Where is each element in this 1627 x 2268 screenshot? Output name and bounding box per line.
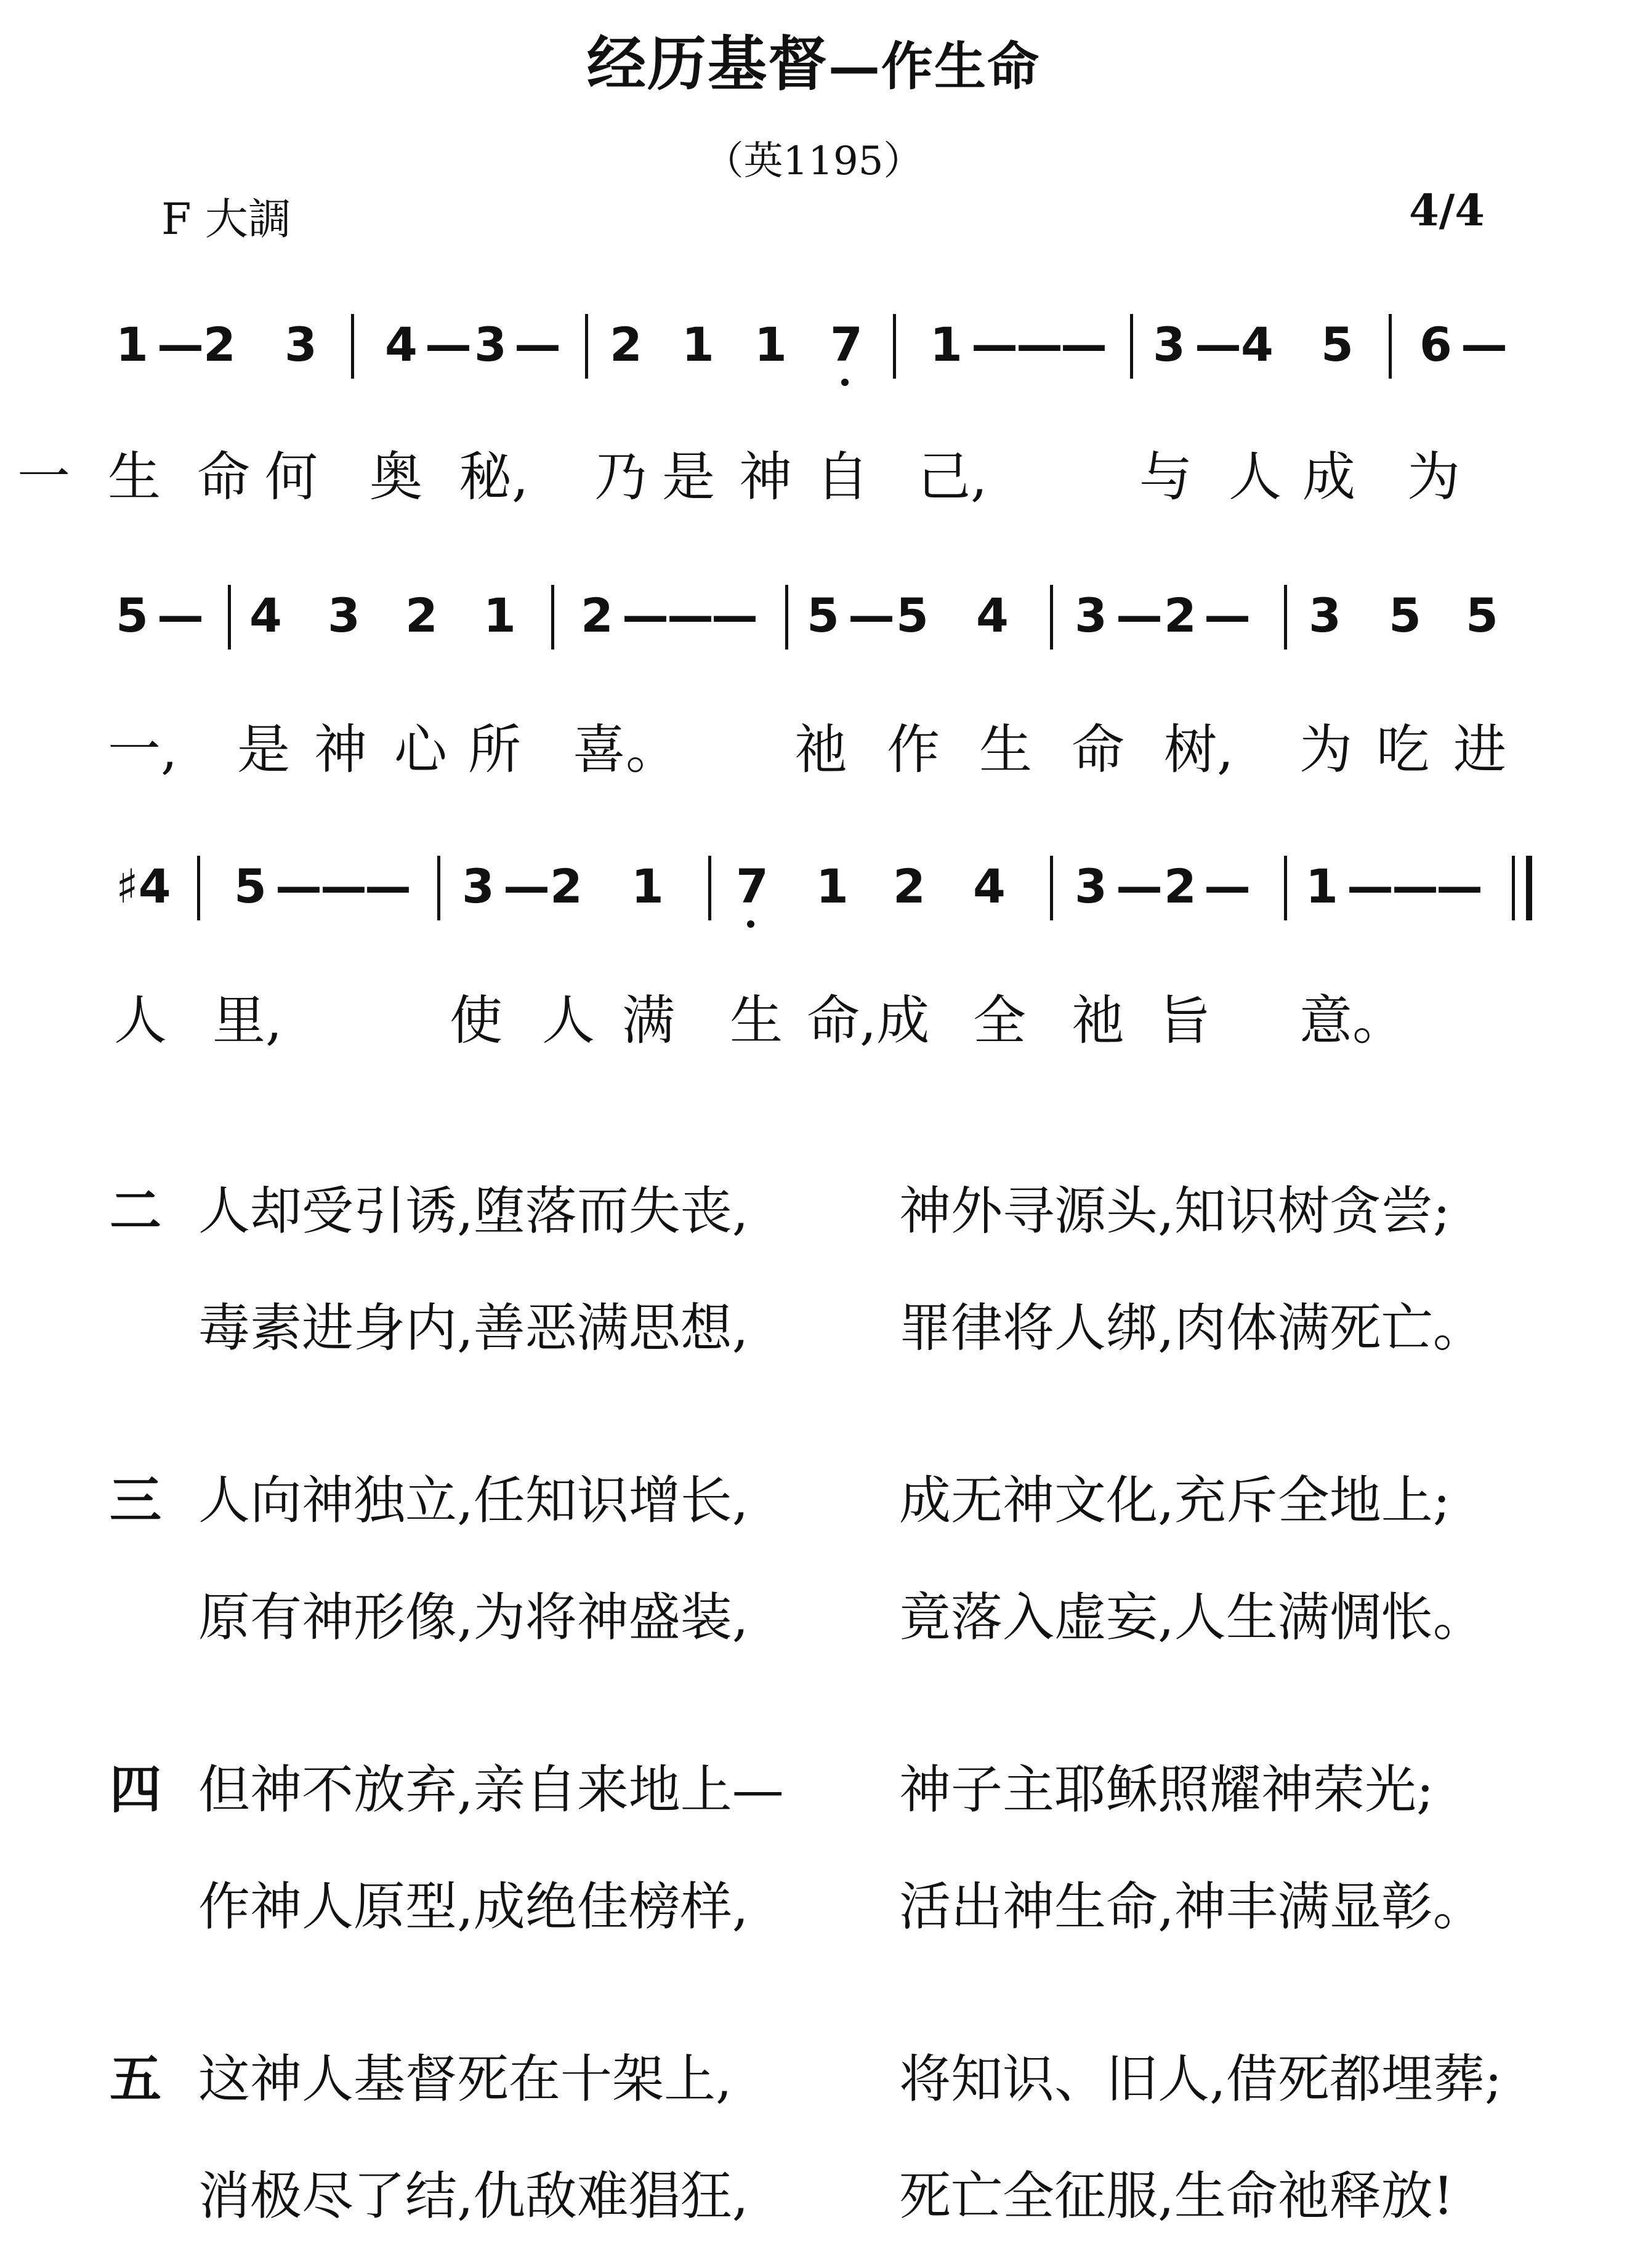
note: 6 bbox=[1419, 317, 1452, 372]
note: 1 bbox=[116, 317, 148, 372]
lyric-syllable: 是 bbox=[662, 446, 715, 508]
verse-line: 作神人原型,成绝佳榜样, bbox=[198, 1876, 749, 1937]
bar-line bbox=[437, 856, 440, 920]
note: 2 bbox=[550, 859, 583, 914]
lyric-syllable: 与 bbox=[1139, 446, 1192, 508]
note-dash: — bbox=[1392, 859, 1439, 914]
lyric-syllable: 秘, bbox=[459, 446, 529, 508]
bar-line bbox=[197, 856, 200, 920]
lyric-syllable: 为 bbox=[1299, 719, 1352, 781]
note-dash: — bbox=[1204, 588, 1251, 643]
note-dash: — bbox=[711, 588, 758, 643]
lower-octave-dot bbox=[747, 920, 754, 928]
note: 2 bbox=[1164, 859, 1197, 914]
catalog-number: （英1195） bbox=[704, 139, 923, 184]
bar-line bbox=[785, 585, 788, 649]
note-dash: — bbox=[1116, 588, 1163, 643]
note-dash: — bbox=[1116, 859, 1163, 914]
lyric-syllable: 命,成 bbox=[807, 990, 930, 1052]
note-dash: — bbox=[622, 588, 669, 643]
note-dash: — bbox=[971, 317, 1018, 372]
lyric-syllable: 一 bbox=[17, 446, 70, 508]
note-dash: — bbox=[365, 859, 411, 914]
note: 7 bbox=[830, 317, 863, 372]
note-dash: — bbox=[425, 317, 472, 372]
note: 1 bbox=[754, 317, 787, 372]
note: 3 bbox=[1309, 588, 1341, 643]
lyric-syllable: 树, bbox=[1164, 719, 1234, 781]
lyric-syllable: 成 bbox=[1302, 446, 1355, 508]
note: 5 bbox=[234, 859, 267, 914]
verse-line: 消极尽了结,仇敌难猖狂, bbox=[198, 2166, 749, 2226]
note: 1 bbox=[483, 588, 516, 643]
verse-line: 但神不放弃,亲自来地上— bbox=[198, 1759, 784, 1820]
lyric-syllable: 神 bbox=[314, 719, 367, 781]
lyric-syllable: 旨 bbox=[1158, 990, 1211, 1052]
lyric-syllable: 何 bbox=[265, 446, 318, 508]
lyric-syllable: 里, bbox=[212, 990, 283, 1052]
verse-line: 神子主耶稣照耀神荣光; bbox=[899, 1759, 1434, 1820]
title-dash: — bbox=[828, 36, 881, 97]
final-bar-line bbox=[1526, 856, 1532, 920]
note: 2 bbox=[893, 859, 926, 914]
bar-line bbox=[551, 585, 554, 649]
key-signature: F 大調 bbox=[161, 194, 291, 244]
note-dash: — bbox=[1347, 859, 1394, 914]
note-dash: — bbox=[1195, 317, 1241, 372]
note: 2 bbox=[610, 317, 642, 372]
note: 3 bbox=[1153, 317, 1185, 372]
lyric-syllable: 满 bbox=[622, 990, 675, 1052]
note-dash: — bbox=[157, 317, 204, 372]
verse-line: 这神人基督死在十架上, bbox=[198, 2049, 732, 2109]
lyric-syllable: 使 bbox=[450, 990, 503, 1052]
bar-line bbox=[585, 314, 588, 379]
verse-line: 人向神独立,任知识增长, bbox=[198, 1470, 749, 1530]
note: 2 bbox=[203, 317, 236, 372]
lyric-syllable: 生 bbox=[108, 446, 161, 508]
bar-line bbox=[228, 585, 231, 649]
bar-line bbox=[351, 314, 354, 379]
verse-line: 将知识、旧人,借死都埋葬; bbox=[899, 2049, 1503, 2109]
lyric-syllable: 乃 bbox=[594, 446, 647, 508]
note-dash: — bbox=[667, 588, 714, 643]
verse-number: 五 bbox=[110, 2048, 162, 2109]
time-signature: 4/4 bbox=[1409, 185, 1485, 236]
note: 4 bbox=[249, 588, 282, 643]
bar-line bbox=[1389, 314, 1392, 379]
note-dash: — bbox=[1461, 317, 1508, 372]
bar-line bbox=[708, 856, 711, 920]
bar-line bbox=[1284, 585, 1287, 649]
lyric-syllable: 祂 bbox=[1072, 990, 1124, 1052]
verse-number: 四 bbox=[110, 1759, 162, 1820]
verse-number: 二 bbox=[110, 1180, 162, 1241]
lyric-syllable: 所 bbox=[468, 719, 521, 781]
lyric-syllable: 生 bbox=[979, 719, 1032, 781]
verse-line: 死亡全征服,生命祂释放! bbox=[899, 2166, 1454, 2226]
note-dash: — bbox=[1436, 859, 1483, 914]
note: 4 bbox=[1241, 317, 1274, 372]
note: 1 bbox=[631, 859, 664, 914]
lyric-syllable: 作 bbox=[887, 719, 940, 781]
final-bar-line bbox=[1512, 856, 1515, 920]
note: 5 bbox=[896, 588, 929, 643]
note: 3 bbox=[328, 588, 360, 643]
note: 5 bbox=[1466, 588, 1498, 643]
lyric-syllable: 是 bbox=[237, 719, 290, 781]
lyric-syllable: 人 bbox=[1229, 446, 1282, 508]
note: 2 bbox=[405, 588, 438, 643]
lyric-syllable: 喜。 bbox=[573, 719, 679, 781]
lyric-syllable: 意。 bbox=[1299, 990, 1405, 1052]
note-dash: — bbox=[1060, 317, 1107, 372]
note: 5 bbox=[116, 588, 148, 643]
note: 5 bbox=[1389, 588, 1421, 643]
note: 1 bbox=[816, 859, 849, 914]
lyric-syllable: 为 bbox=[1407, 446, 1460, 508]
verse-line: 罪律将人绑,肉体满死亡。 bbox=[899, 1298, 1485, 1358]
note-dash: — bbox=[157, 588, 204, 643]
note: 7 bbox=[736, 859, 769, 914]
verse-line: 毒素进身内,善恶满思想, bbox=[198, 1298, 749, 1358]
note-dash: — bbox=[320, 859, 367, 914]
lyric-syllable: 命 bbox=[197, 446, 250, 508]
note: 3 bbox=[474, 317, 507, 372]
verse-line: 成无神文化,充斥全地上; bbox=[899, 1470, 1451, 1530]
title-main: 经历基督 bbox=[586, 29, 828, 99]
lyric-syllable: 人 bbox=[542, 990, 595, 1052]
lyric-syllable: 己, bbox=[918, 446, 988, 508]
note: 2 bbox=[1164, 588, 1197, 643]
note: 1 bbox=[1306, 859, 1338, 914]
verse-line: 人却受引诱,堕落而失丧, bbox=[198, 1181, 749, 1241]
lyric-syllable: 人 bbox=[114, 990, 167, 1052]
lyric-syllable: 一, bbox=[108, 719, 178, 781]
note-dash: — bbox=[275, 859, 322, 914]
lower-octave-dot bbox=[841, 379, 849, 386]
lyric-syllable: 祂 bbox=[794, 719, 847, 781]
title-subtitle: 作生命 bbox=[881, 36, 1040, 97]
verse-line: 神外寻源头,知识树贪尝; bbox=[899, 1181, 1451, 1241]
note: 3 bbox=[1075, 859, 1107, 914]
note: ♯4 bbox=[116, 859, 171, 914]
verse-number: 三 bbox=[110, 1470, 162, 1530]
lyric-syllable: 全 bbox=[973, 990, 1026, 1052]
verse-line: 原有神形像,为将神盛装, bbox=[198, 1587, 749, 1647]
note: 5 bbox=[1321, 317, 1354, 372]
note-dash: — bbox=[514, 317, 561, 372]
note: 3 bbox=[462, 859, 495, 914]
lyric-syllable: 命 bbox=[1072, 719, 1124, 781]
bar-line bbox=[1050, 856, 1053, 920]
note: 5 bbox=[807, 588, 839, 643]
note: 4 bbox=[976, 588, 1009, 643]
note: 4 bbox=[385, 317, 418, 372]
note-dash: — bbox=[848, 588, 895, 643]
lyric-syllable: 吃 bbox=[1376, 719, 1429, 781]
bar-line bbox=[1050, 585, 1053, 649]
verse-line: 竟落入虚妄,人生满惆怅。 bbox=[899, 1587, 1485, 1647]
note: 3 bbox=[1075, 588, 1107, 643]
note-dash: — bbox=[1016, 317, 1063, 372]
verse-line: 活出神生命,神丰满显彰。 bbox=[899, 1876, 1485, 1937]
note: 1 bbox=[930, 317, 963, 372]
lyric-syllable: 生 bbox=[730, 990, 783, 1052]
note: 1 bbox=[682, 317, 714, 372]
note-dash: — bbox=[1204, 859, 1251, 914]
lyric-syllable: 心 bbox=[394, 719, 447, 781]
lyric-syllable: 自 bbox=[816, 446, 869, 508]
note: 4 bbox=[973, 859, 1006, 914]
bar-line bbox=[1130, 314, 1133, 379]
bar-line bbox=[893, 314, 896, 379]
note-dash: — bbox=[503, 859, 550, 914]
lyric-syllable: 进 bbox=[1453, 719, 1506, 781]
hymn-title bbox=[0, 17, 1627, 102]
lyric-syllable: 奥 bbox=[369, 446, 422, 508]
note: 2 bbox=[581, 588, 613, 643]
lyric-syllable: 神 bbox=[739, 446, 792, 508]
note: 3 bbox=[285, 317, 317, 372]
bar-line bbox=[1284, 856, 1287, 920]
